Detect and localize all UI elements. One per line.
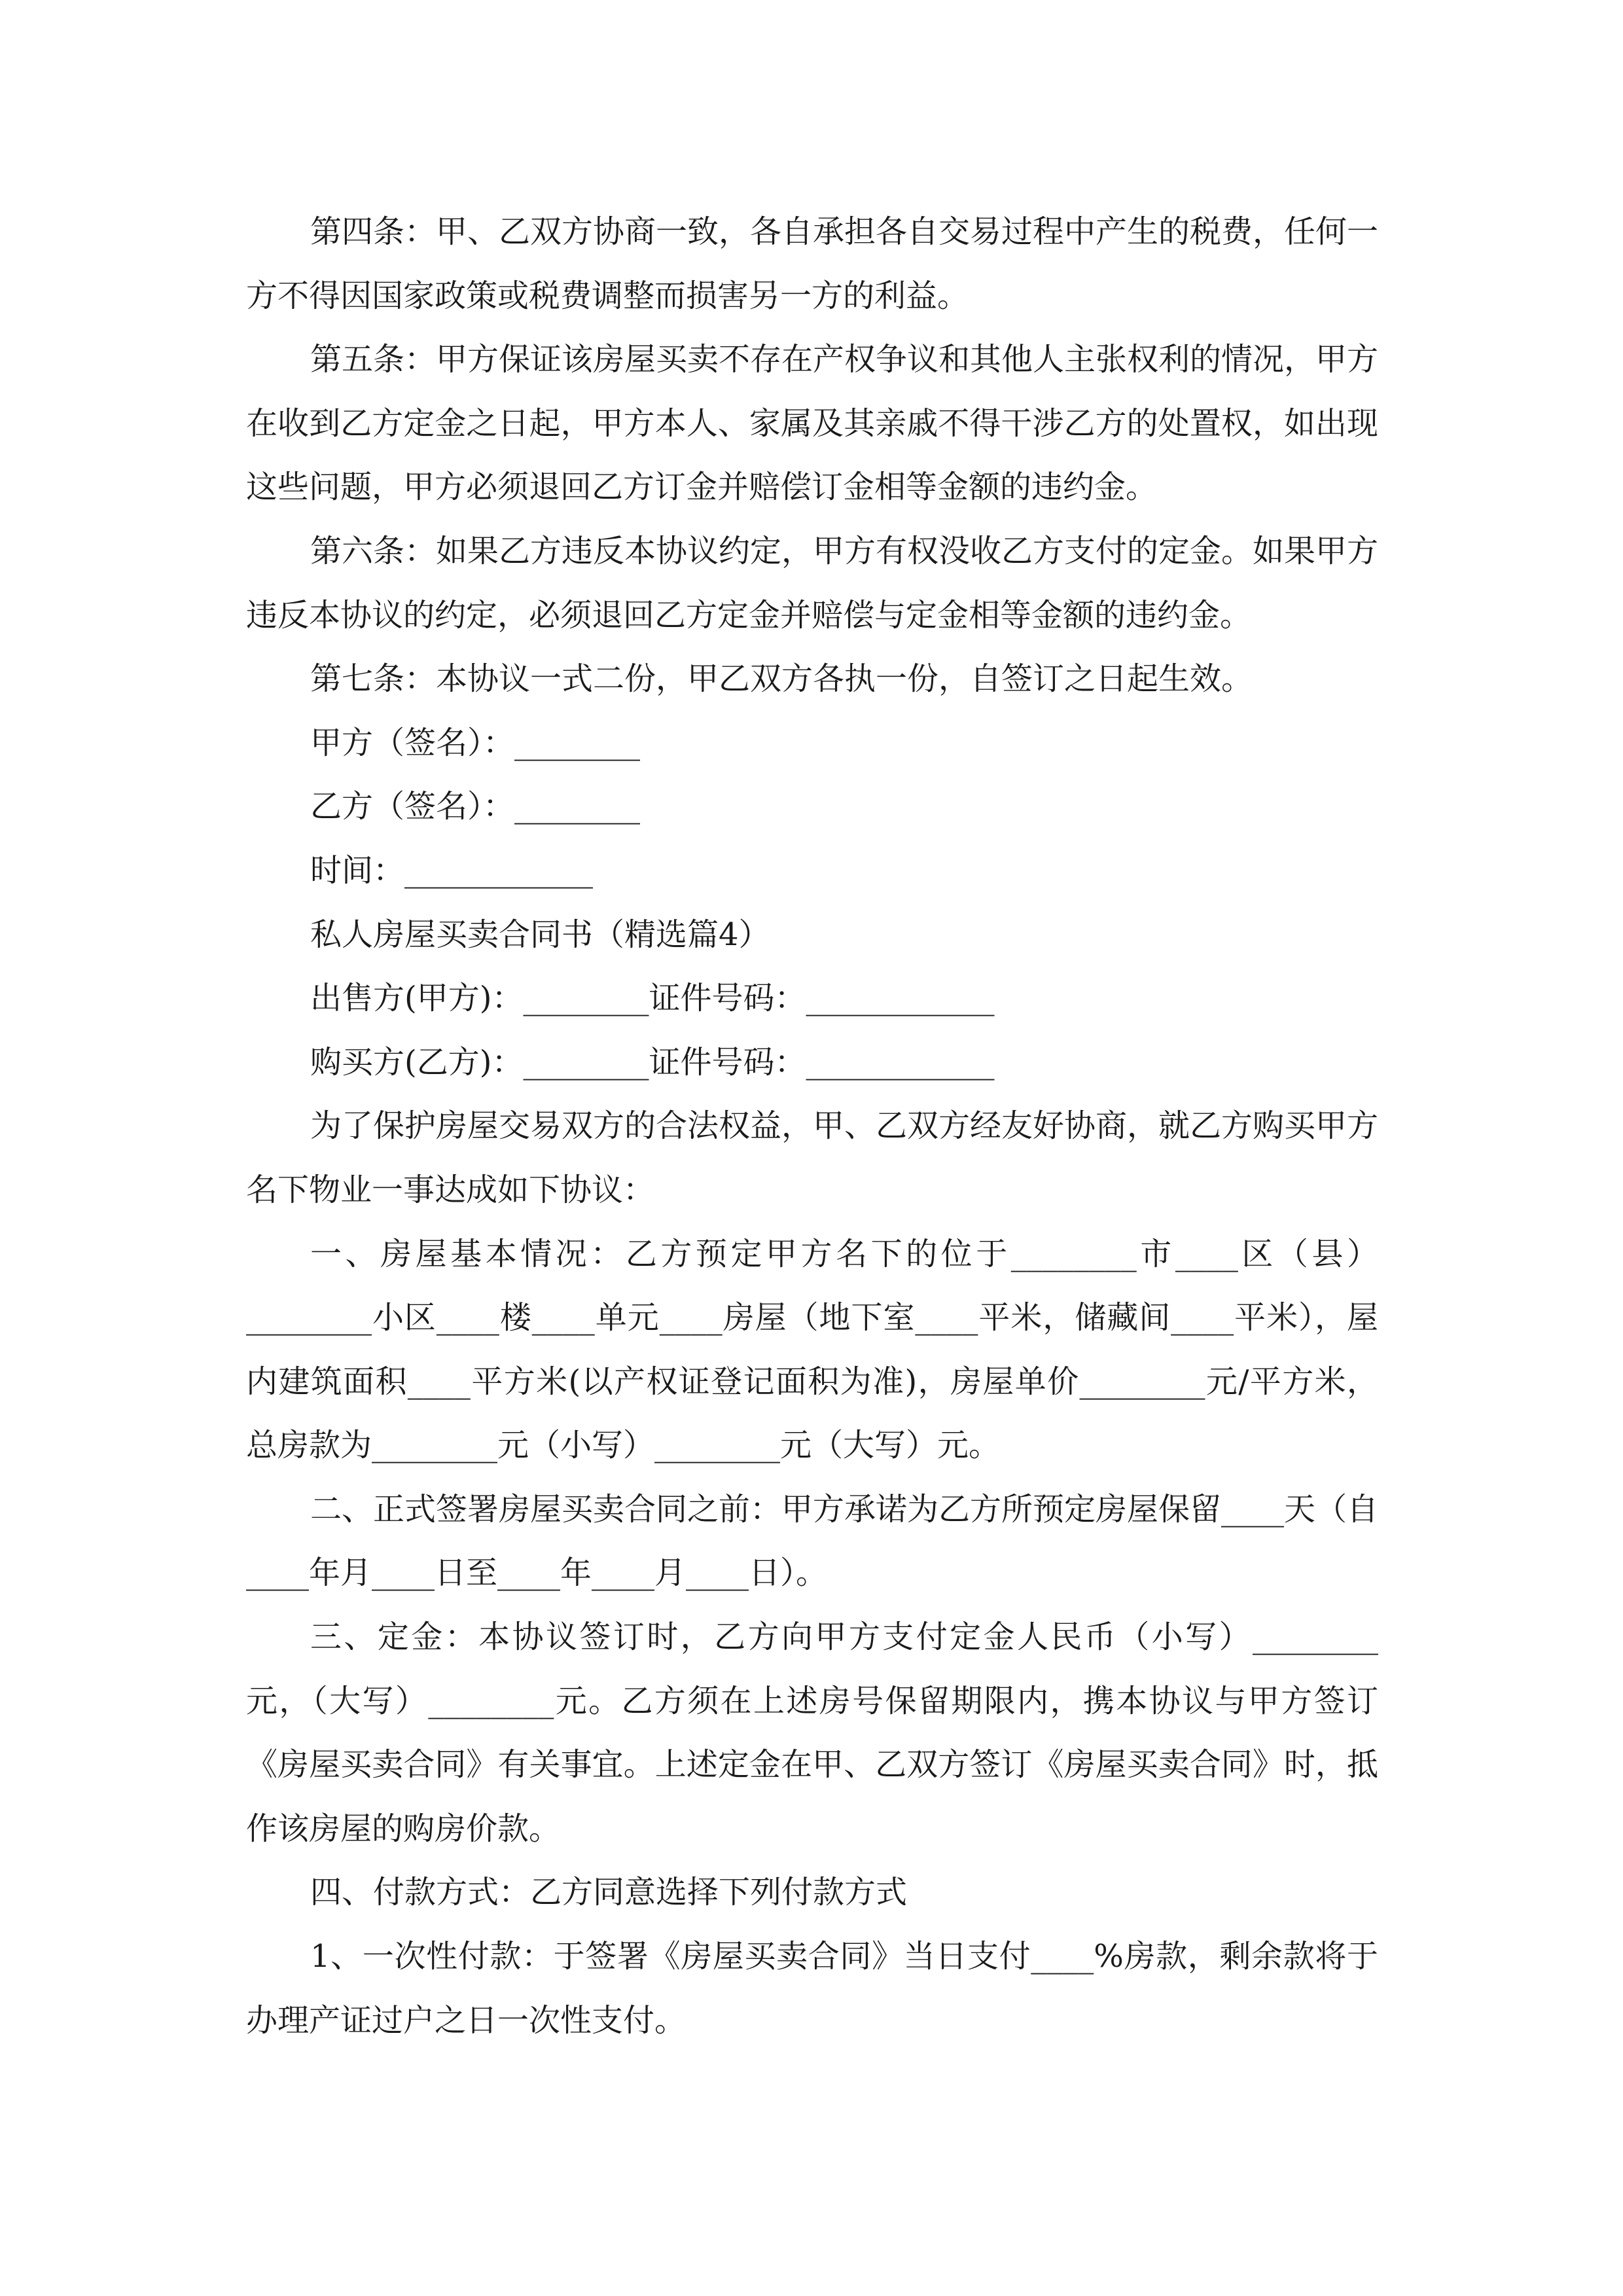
item-4-payment: 四、付款方式：乙方同意选择下列付款方式	[310, 1874, 908, 1911]
seller-line: 出售方(甲方)：________证件号码：____________	[310, 980, 995, 1017]
signature-party-a: 甲方（签名）：________	[310, 724, 641, 761]
signature-time: 时间：____________	[310, 852, 594, 889]
clause-7: 第七条：本协议一式二份，甲乙双方各执一份，自签订之日起生效。	[310, 660, 1253, 698]
clause-4: 第四条：甲、乙双方协商一致，各自承担各自交易过程中产生的税费，任何一方不得因国家政策或税费调整而损害另一方的利益。	[246, 213, 1379, 314]
buyer-line: 购买方(乙方)：________证件号码：____________	[310, 1043, 995, 1081]
section-title: 私人房屋买卖合同书（精选篇4）	[310, 916, 770, 953]
preamble: 为了保护房屋交易双方的合法权益，甲、乙双方经友好协商，就乙方购买甲方名下物业一事达成如下协议：	[246, 1107, 1379, 1208]
item-2-reservation: 二、正式签署房屋买卖合同之前：甲方承诺为乙方所预定房屋保留____天（自____年月____日至____年____月____日）。	[246, 1490, 1379, 1592]
item-1-house-info: 一、房屋基本情况：乙方预定甲方名下的位于________市____区（县）________小区____楼____单元____房屋（地下室____平米，储藏间____平米），屋内建筑面积____平方米(以产权证登记面积为准)，房屋单价________元/平方米，总房款为________元（小写）________元（大写）元。	[246, 1235, 1378, 1464]
document-content	[246, 200, 1378, 2053]
item-4-1-lump-sum: 1、一次性付款：于签署《房屋买卖合同》当日支付____%房款，剩余款将于办理产证过户之日一次性支付。	[246, 1938, 1378, 2039]
item-3-deposit: 三、定金：本协议签订时，乙方向甲方支付定金人民币（小写）________元，（大写）________元。乙方须在上述房号保留期限内，携本协议与甲方签订《房屋买卖合同》有关事宜。上述定金在甲、乙双方签订《房屋买卖合同》时，抵作该房屋的购房价款。	[246, 1619, 1378, 1847]
clause-6: 第六条：如果乙方违反本协议约定，甲方有权没收乙方支付的定金。如果甲方违反本协议的约定，必须退回乙方定金并赔偿与定金相等金额的违约金。	[246, 532, 1379, 634]
signature-party-b: 乙方（签名）：________	[310, 788, 641, 825]
clause-5: 第五条：甲方保证该房屋买卖不存在产权争议和其他人主张权利的情况，甲方在收到乙方定金之日起，甲方本人、家属及其亲戚不得干涉乙方的处置权，如出现这些问题，甲方必须退回乙方订金并赔偿订金相等金额的违约金。	[246, 341, 1379, 506]
